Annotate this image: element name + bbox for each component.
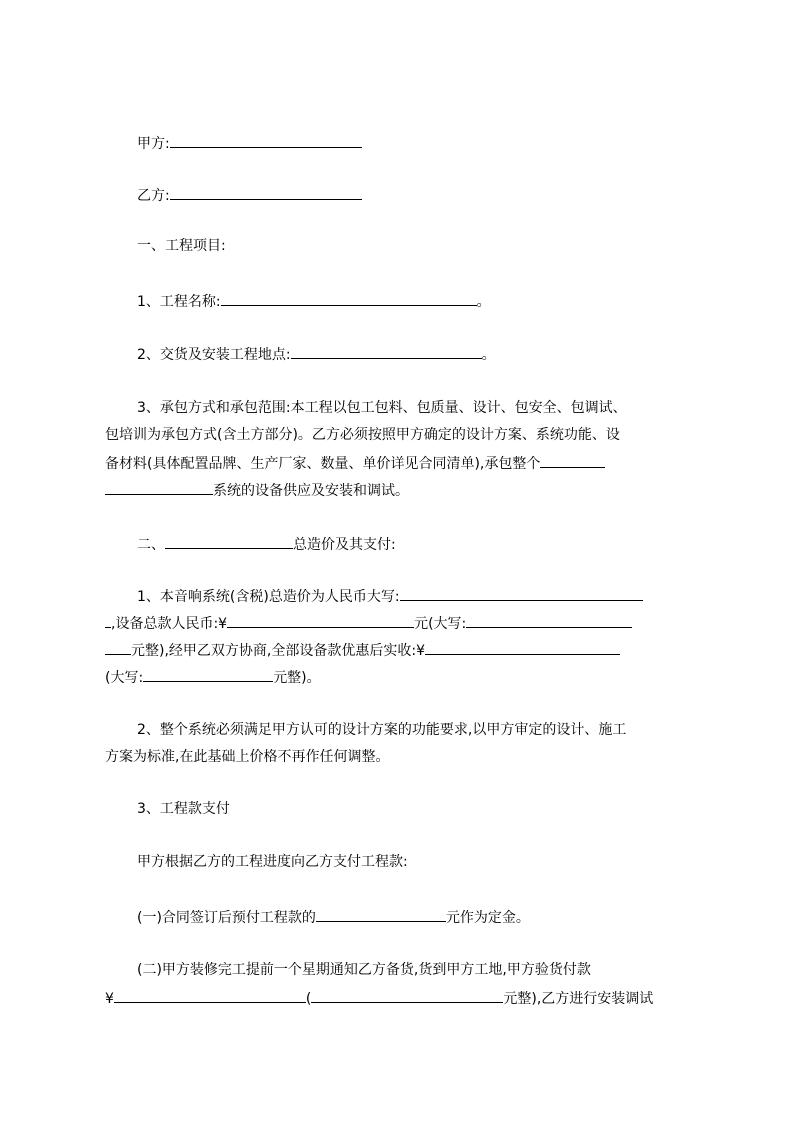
price-text-1: 1、本音响系统(含税)总造价为人民币大写: [137,589,400,605]
pay-2-yen: ¥ [105,991,114,1007]
pay-1-text-b: 元作为定金。 [445,910,530,926]
section-2-blank [165,533,293,549]
item-3-line-2 [105,425,700,445]
pay-1-text-a: (一)合同签订后预付工程款的 [137,910,316,926]
discount-amount-blank [425,639,620,655]
item-1-end: 。 [476,294,491,310]
price-text-3: 元整),经甲乙双方协商,全部设备款优惠后实收:¥ [131,643,425,659]
party-b-label: 乙方: [137,188,170,204]
section-1-heading [137,236,732,256]
item-3b-heading [137,799,732,819]
payment-intro: 甲方根据乙方的工程进度向乙方支付工程款: [137,854,408,870]
section-2-prefix: 二、 [137,537,165,553]
pay-2-line-1 [137,960,732,980]
price-line-3 [105,639,700,659]
price-line-2 [105,612,700,632]
pay-2-text-1: (二)甲方装修完工提前一个星期通知乙方备货,货到甲方工地,甲方验货付款 [137,962,591,978]
section-2-suffix: 总造价及其支付: [293,537,396,553]
item-3-text-4: 系统的设备供应及安装和调试。 [213,483,409,499]
item-3-line-1 [137,398,732,418]
section-2-heading [137,533,732,553]
item-1-line [137,290,732,310]
site-blank [291,343,482,359]
deposit-blank [316,906,446,922]
pay-2-amount-blank [114,987,306,1003]
discount-words-blank [143,666,273,682]
price-line-1 [137,585,732,605]
item-2b-line-1 [137,720,732,740]
site-label: 2、交货及安装工程地点: [137,347,291,363]
price-text-2a: ,设备总款人民币:¥ [111,616,228,632]
equipment-total-blank [227,612,414,628]
item-2b-text-1: 2、整个系统必须满足甲方认可的设计方案的功能要求,以甲方审定的设计、施工 [137,722,627,738]
item-3-text-3: 备材料(具体配置品牌、生产厂家、数量、单价详见合同清单),承包整个 [105,456,541,472]
item-3-text-2: 包培训为承包方式(含土方部分)。乙方必须按照甲方确定的设计方案、系统功能、设 [105,427,620,443]
item-3b-title: 3、工程款支付 [137,801,230,817]
price-text-2b: 元(大写: [414,616,467,632]
equipment-words-blank-a [466,612,632,628]
section-1-title: 一、工程项目: [137,238,226,254]
party-a-label: 甲方: [137,136,170,152]
pay-1-line [137,906,732,926]
pay-2-line-2 [105,987,700,1007]
item-3-line-3 [105,452,700,472]
party-b-line [137,184,732,204]
item-3-text-1: 3、承包方式和承包范围:本工程以包工包料、包质量、设计、包安全、包调试、 [137,400,627,416]
item-2b-line-2 [105,747,700,767]
price-text-4a: (大写: [105,670,144,686]
system-blank-b [105,479,213,495]
item-2-end: 。 [481,347,496,363]
item-2-line [137,343,732,363]
item-2b-text-2: 方案为标准,在此基础上价格不再作任何调整。 [105,749,390,765]
equipment-words-blank-b [105,639,131,655]
pay-2-text-c: 元整),乙方进行安装调试 [503,991,654,1007]
party-a-blank [170,132,362,148]
price-text-4b: 元整)。 [273,670,321,686]
system-blank-a [540,452,605,468]
payment-intro-line [137,852,732,872]
party-a-line [137,132,732,152]
project-name-blank [221,290,477,306]
total-words-blank-a [400,585,643,601]
item-3-line-4 [105,479,700,499]
pay-2-words-blank [311,987,503,1003]
price-line-4 [105,666,700,686]
project-name-label: 1、工程名称: [137,294,221,310]
party-b-blank [170,184,362,200]
pay-2-paren: ( [305,991,312,1007]
